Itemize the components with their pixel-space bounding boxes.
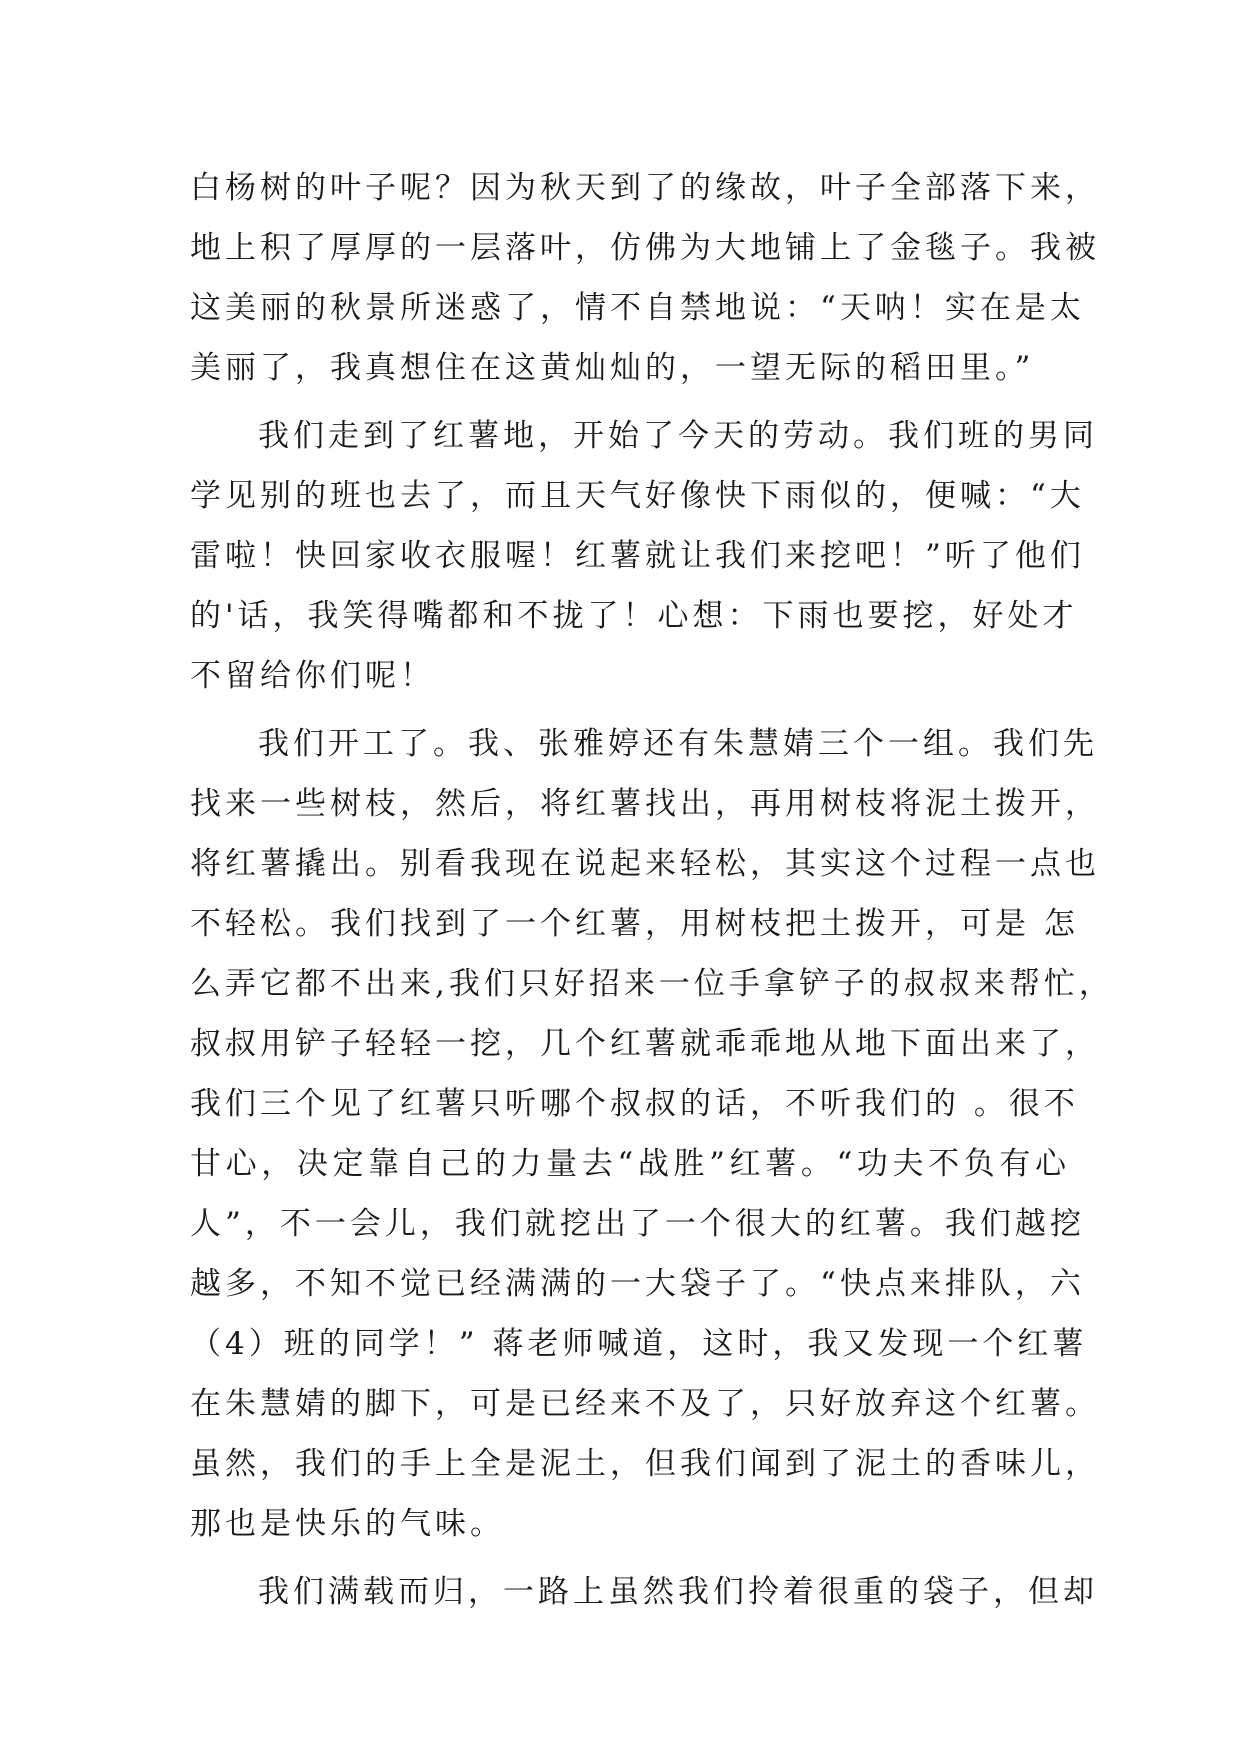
paragraph-3-line-9: 人”，不一会儿，我们就挖出了一个很大的红薯。我们越挖 [190, 1206, 1085, 1242]
paragraph-2-line-1: 我们走到了红薯地，开始了今天的劳动。我们班的男同 [258, 418, 1098, 454]
paragraph-2-line-2: 学见别的班也去了，而且天气好像快下雨似的，便喊：“大 [190, 478, 1085, 514]
paragraph-1-line-2: 地上积了厚厚的一层落叶，仿佛为大地铺上了金毯子。我被 [190, 230, 1100, 266]
paragraph-1-line-3: 这美丽的秋景所迷惑了，情不自禁地说：“天呐！实在是太 [190, 290, 1085, 326]
body-text [190, 158, 1114, 1622]
paragraph-1-line-1: 白杨树的叶子呢？因为秋天到了的缘故，叶子全部落下来， [190, 170, 1100, 206]
paragraph-3-line-6: 叔叔用铲子轻轻一挖，几个红薯就乖乖地从地下面出来了， [190, 1026, 1100, 1062]
paragraph-1-line-4: 美丽了，我真想住在这黄灿灿的，一望无际的稻田里。” [190, 350, 1035, 386]
paragraph-3-line-14: 那也是快乐的气味。 [190, 1506, 505, 1542]
paragraph-3-line-8: 甘心，决定靠自己的力量去“战胜”红薯。“功夫不负有心 [190, 1146, 1070, 1182]
paragraph-3-line-5: 么弄它都不出来,我们只好招来一位手拿铲子的叔叔来帮忙， [190, 966, 1114, 1002]
paragraph-2-line-4: 的'话，我笑得嘴都和不拢了！心想：下雨也要挖，好处才 [190, 598, 1078, 634]
paragraph-3-line-11: （4）班的同学！” 蒋老师喊道，这时，我又发现一个红薯 [190, 1326, 1088, 1362]
paragraph-3-line-12: 在朱慧婧的脚下，可是已经来不及了，只好放弃这个红薯。 [190, 1386, 1100, 1422]
paragraph-3-line-13: 虽然，我们的手上全是泥土，但我们闻到了泥土的香味儿， [190, 1446, 1100, 1482]
paragraph-3-line-1: 我们开工了。我、张雅婷还有朱慧婧三个一组。我们先 [258, 726, 1098, 762]
paragraph-3-line-2: 找来一些树枝，然后，将红薯找出，再用树枝将泥土拨开， [190, 786, 1100, 822]
paragraph-3-line-10: 越多，不知不觉已经满满的一大袋子了。“快点来排队，六 [190, 1266, 1085, 1302]
paragraph-3-line-7: 我们三个见了红薯只听哪个叔叔的话，不听我们的 。很不 [190, 1086, 1079, 1122]
paragraph-2-line-5: 不留给你们呢！ [190, 658, 435, 694]
paragraph-2-line-3: 雷啦！快回家收衣服喔！红薯就让我们来挖吧！”听了他们 [190, 538, 1085, 574]
paragraph-3-line-4: 不轻松。我们找到了一个红薯，用树枝把土拨开，可是 怎 [190, 906, 1079, 942]
paragraph-4-line-1: 我们满载而归，一路上虽然我们拎着很重的袋子，但却 [258, 1574, 1098, 1610]
paragraph-3-line-3: 将红薯撬出。别看我现在说起来轻松，其实这个过程一点也 [190, 846, 1100, 882]
